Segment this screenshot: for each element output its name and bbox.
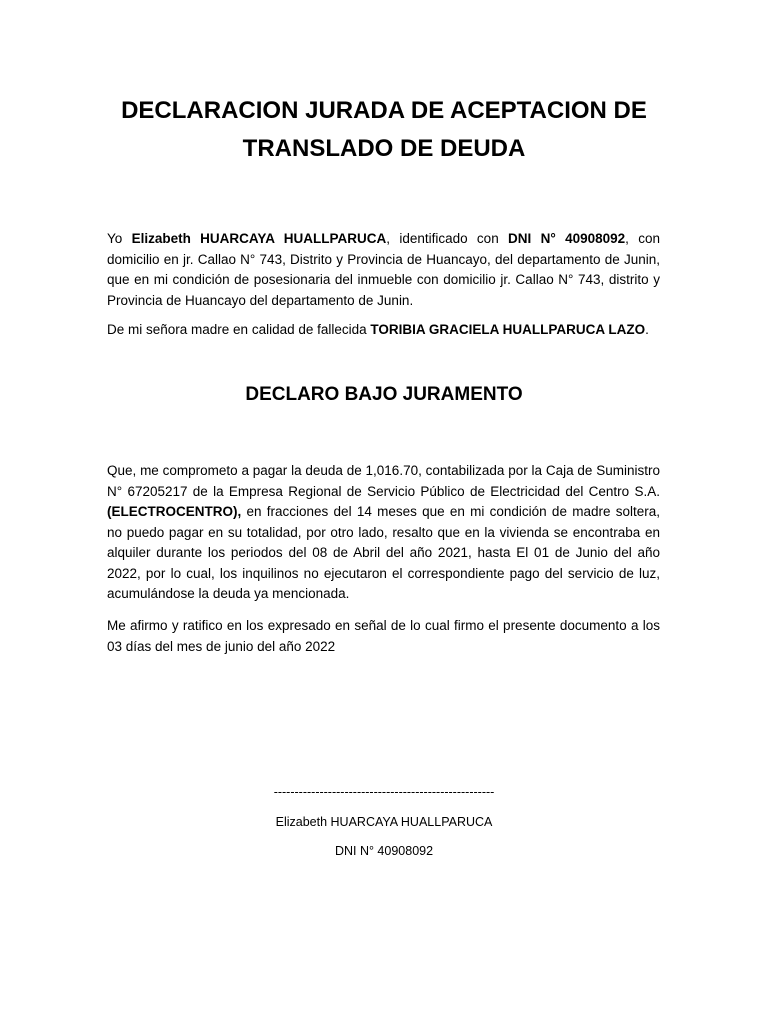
deceased-paragraph xyxy=(107,320,660,341)
signatory-dni: DNI N° 40908092 xyxy=(334,844,434,858)
declaration-heading: DECLARO BAJO JURAMENTO xyxy=(245,384,523,405)
deceased-end: . xyxy=(645,322,649,337)
declarant-address-text: , con domicilio en jr. Callao N° 743, Distrito y Provincia de Huancayo, del departamento de Junin, que en mi condición de posesionaria del inmueble con domicilio jr. Callao N° 743, distrito y Provincia de Huancayo del departamento de Junin. xyxy=(107,231,660,308)
deceased-intro: De mi señora madre en calidad de fallecida xyxy=(107,322,371,337)
declarant-name: Elizabeth HUARCAYA HUALLPARUCA xyxy=(131,231,387,246)
document-title: DECLARACION JURADA DE ACEPTACION DE TRANSLADO DE DEUDA xyxy=(121,97,647,162)
declarant-dni: DNI N° 40908092 xyxy=(508,231,626,246)
debt-paragraph xyxy=(107,461,660,605)
declarant-id-text: , identificado con xyxy=(386,231,509,246)
signature-line: ----------------------------------------------------- xyxy=(273,785,495,799)
deceased-name: TORIBIA GRACIELA HUALLPARUCA LAZO xyxy=(370,322,646,337)
debt-text-end: en fracciones del 14 meses que en mi condición de madre soltera, no puedo pagar en su totalidad, por otro lado, resalto que en la vivienda se encontraba en alquiler durante los periodos del 08 de Abril del año 2021, hasta El 01 de Junio del año 2022, por lo cual, los inquilinos no ejecutaron el correspondiente pago del servicio de luz, acumulándose la deuda ya mencionada. xyxy=(107,504,660,601)
debt-text-start: Que, me comprometo a pagar la deuda de 1,016.70, contabilizada por la Caja de Suministro N° 67205217 de la Empresa Regional de Servicio Público de Electricidad del Centro S.A. xyxy=(107,463,660,499)
company-name: (ELECTROCENTRO), xyxy=(107,504,242,519)
declarant-paragraph xyxy=(107,229,660,311)
declarant-intro: Yo xyxy=(107,231,132,246)
ratification-paragraph: Me afirmo y ratifico en los expresado en señal de lo cual firmo el presente documento a los 03 días del mes de junio del año 2022 xyxy=(107,618,660,654)
signatory-name: Elizabeth HUARCAYA HUALLPARUCA xyxy=(275,815,493,829)
